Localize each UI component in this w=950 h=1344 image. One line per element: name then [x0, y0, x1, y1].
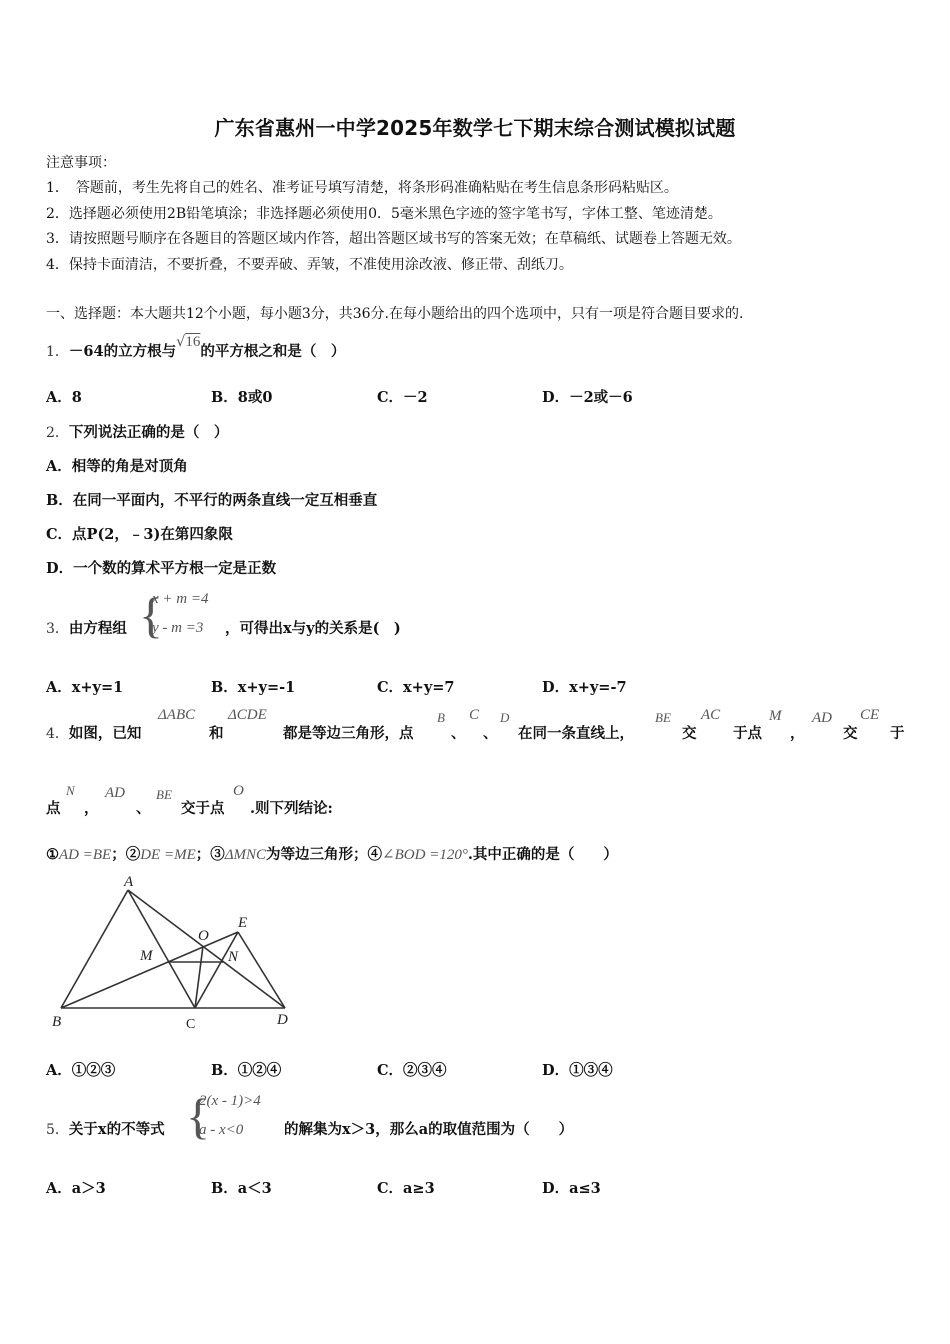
notice-heading: 注意事项：: [46, 155, 116, 171]
question-4-line-1: [46, 722, 141, 743]
question-number: 4．: [46, 726, 69, 742]
option-b: B．在同一平面内，不平行的两条直线一定互相垂直: [46, 492, 378, 509]
question-text: 在同一条直线上，: [518, 725, 634, 742]
math-be: BE: [156, 787, 172, 802]
question-number: 5．: [46, 1122, 69, 1138]
label-b: B: [52, 1014, 62, 1030]
math-m: M: [769, 708, 782, 724]
label-n: N: [228, 949, 239, 965]
conclusion-3: ΔMNC: [224, 847, 267, 863]
option-d: D．a≤3: [542, 1180, 601, 1197]
question-2: [46, 421, 228, 442]
notice-item: 1． 答题前，考生先将自己的姓名、准考证号填写清楚，将条形码准确粘贴在考生信息条形码粘贴区。: [46, 180, 678, 196]
label-e: E: [238, 915, 248, 931]
option-a: A．x+y=1: [46, 679, 124, 696]
question-text: 交: [682, 725, 697, 742]
math-be: BE: [655, 710, 671, 725]
question-text: 于点: [733, 725, 762, 742]
option-b: B．8或0: [211, 389, 273, 406]
circled-number: ①: [46, 846, 59, 863]
conclusion-2: DE =ME: [140, 847, 196, 863]
question-text: 的解集为x＞3，那么a的取值范围为（ ）: [284, 1121, 574, 1138]
notice-item: 4．保持卡面清洁，不要折叠，不要弄破、弄皱，不准使用涂改液、修正带、刮纸刀。: [46, 257, 573, 273]
math-n: N: [66, 783, 75, 798]
equation-2: y - m =3: [152, 620, 204, 636]
math-ad: AD: [105, 785, 125, 801]
question-text: 由方程组: [68, 620, 127, 637]
option-b: B．x+y=-1: [211, 679, 296, 696]
question-text: ；②: [111, 846, 141, 863]
label-o: O: [198, 928, 209, 944]
question-text: ，: [790, 725, 805, 742]
notice-item: 2．选择题必须使用2B铅笔填涂；非选择题必须使用0．5毫米黑色字迹的签字笔书写，字体工整、笔迹清楚。: [46, 206, 722, 222]
math-ce: CE: [860, 707, 880, 723]
label-a: A: [124, 874, 134, 890]
notice-item: 3．请按照题号顺序在各题目的答题区域内作答，超出答题区域书写的答案无效；在草稿纸、试题卷上答题无效。: [46, 231, 741, 247]
question-5: [46, 1118, 165, 1139]
option-d: D．一个数的算术平方根一定是正数: [46, 560, 277, 577]
question-text: 交于点: [181, 800, 225, 817]
option-a: A．相等的角是对顶角: [46, 458, 188, 475]
option-a: A．8: [46, 389, 82, 406]
option-d: D．①③④: [542, 1062, 613, 1079]
question-text: .其中正确的是（ ）: [467, 846, 618, 863]
question-text: 为等边三角形；④: [266, 846, 383, 863]
question-number: 2．: [46, 425, 69, 441]
math-ac: AC: [701, 707, 721, 723]
math-abc: ΔABC: [158, 707, 196, 723]
equation-1: x + m =4: [152, 591, 209, 607]
math-b: B: [437, 710, 445, 725]
label-d: D: [277, 1012, 288, 1028]
math-cde: ΔCDE: [228, 707, 267, 723]
question-text: 都是等边三角形，点: [283, 725, 414, 742]
label-c: C: [186, 1017, 196, 1032]
sqrt-expression: [176, 334, 200, 350]
page-title: 广东省惠州一中学2025年数学七下期末综合测试模拟试题: [214, 116, 736, 140]
question-text: 于: [890, 725, 905, 742]
math-o: O: [233, 783, 244, 799]
option-d: D．－2或－6: [542, 389, 633, 406]
question-text: ；③: [195, 846, 225, 863]
option-d: D．x+y=-7: [542, 679, 627, 696]
question-text: 、: [451, 725, 466, 742]
system-brace: {: [186, 1088, 210, 1144]
option-b: B．a＜3: [211, 1180, 272, 1197]
section-heading: 一、选择题：本大题共12个小题，每小题3分，共36分.在每小题给出的四个选项中，只有一项是符合题目要求的.: [46, 306, 744, 322]
question-text: 交: [843, 725, 858, 742]
option-c: C．②③④: [377, 1062, 447, 1079]
question-text: 、: [483, 725, 498, 742]
conclusion-4: ∠BOD =120°: [382, 847, 468, 863]
question-text: 的平方根之和是（ ）: [200, 343, 346, 360]
system-brace: {: [139, 587, 163, 643]
inequality-1: 2(x - 1)>4: [199, 1093, 261, 1109]
option-c: C．点P(2，﹣3)在第四象限: [46, 526, 233, 543]
question-text: ，可得出x与y的关系是( ): [225, 620, 401, 637]
option-c: C．－2: [377, 389, 428, 406]
question-3: [46, 617, 127, 638]
question-number: 3．: [46, 621, 69, 637]
label-m: M: [140, 948, 153, 964]
option-a: A．a＞3: [46, 1180, 106, 1197]
sqrt-symbol: √: [176, 334, 186, 350]
question-text: 下列说法正确的是（ ）: [68, 424, 229, 441]
question-text: 、: [136, 800, 151, 817]
option-c: C．a≥3: [377, 1180, 435, 1197]
question-text: 和: [209, 725, 224, 742]
question-text: 点: [46, 800, 61, 817]
option-a: A．①②③: [46, 1062, 116, 1079]
option-c: C．x+y=7: [377, 679, 455, 696]
option-b: B．①②④: [211, 1062, 282, 1079]
math-d: D: [500, 710, 510, 725]
geometry-figure: [40, 870, 300, 1035]
conclusion-1: AD =BE: [59, 847, 112, 863]
question-text: －64的立方根与: [68, 343, 177, 360]
math-ad: AD: [812, 710, 832, 726]
question-text: .则下列结论:: [250, 800, 333, 817]
figure-lines: [61, 890, 285, 1008]
question-text: 如图，已知: [68, 725, 142, 742]
question-number: 1．: [46, 344, 69, 360]
question-4-conclusions: [46, 843, 618, 864]
question-text: 关于x的不等式: [68, 1121, 165, 1138]
inequality-2: a - x<0: [199, 1122, 244, 1138]
question-text: ，: [84, 800, 99, 817]
math-c: C: [469, 707, 480, 723]
question-1: [46, 334, 346, 361]
sqrt-arg: 16: [185, 334, 201, 350]
